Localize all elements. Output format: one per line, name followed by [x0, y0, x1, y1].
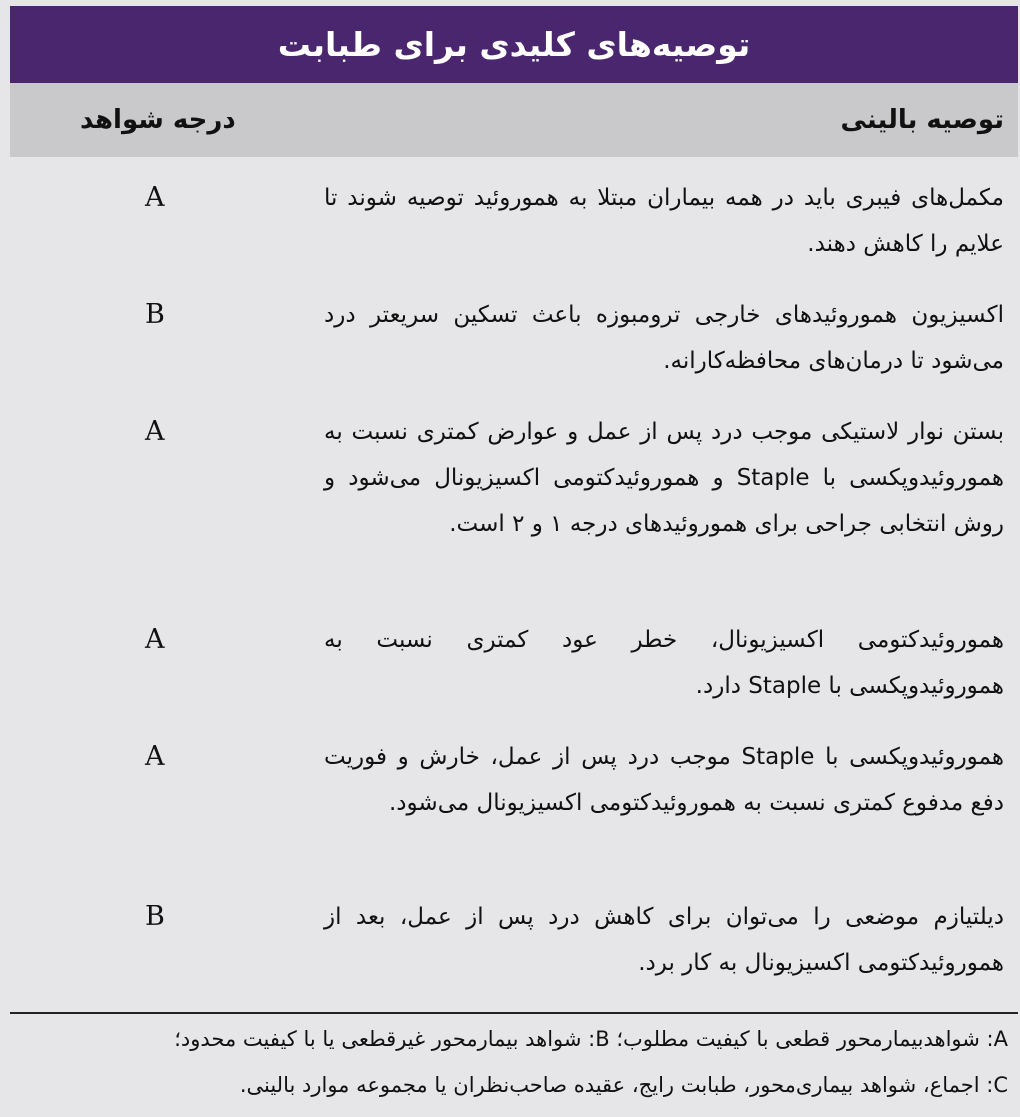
- table-body: [10, 157, 1018, 1010]
- evidence-grade: A: [145, 741, 165, 772]
- recommendation-text: هموروئیدکتومی اکسیزیونال، خطر عود کمتری نسبت به هموروئیدوپکسی با Staple دارد.: [324, 627, 1004, 699]
- title-bar: [10, 6, 1018, 83]
- footnote-divider: [10, 1012, 1018, 1014]
- recommendation-text: بستن نوار لاستیکی موجب درد پس از عمل و عوارض کمتری نسبت به هموروئیدوپکسی با Staple و هموروئیدکتومی اکسیزیونال می‌شود و روش انتخابی جراحی برای هموروئیدهای درجه ۱ و ۲ است.: [324, 419, 1004, 537]
- evidence-grade: A: [145, 182, 165, 213]
- footnote-line-1: A: شواهدبیمارمحور قطعی با کیفیت مطلوب؛ B: شواهد بیمارمحور غیرقطعی یا با کیفیت محدود؛: [174, 1027, 1008, 1051]
- footnote: [12, 1016, 1008, 1108]
- evidence-grade: A: [145, 416, 165, 447]
- recommendation-text: اکسیزیون هموروئیدهای خارجی ترومبوزه باعث تسکین سریعتر درد می‌شود تا درمان‌های محافظه‌کارانه.: [324, 302, 1004, 374]
- page-title: توصیه‌های کلیدی برای طبابت: [277, 25, 751, 64]
- header-evidence-grade: درجه شواهد: [80, 105, 236, 135]
- recommendation-text: هموروئیدوپکسی با Staple موجب درد پس از عمل، خارش و فوریت دفع مدفوع کمتری نسبت به هموروئیدکتومی اکسیزیونال می‌شود.: [324, 744, 1004, 816]
- evidence-grade: A: [145, 624, 165, 655]
- evidence-grade: B: [145, 901, 165, 932]
- recommendation-text: دیلتیازم موضعی را می‌توان برای کاهش درد پس از عمل، بعد از هموروئیدکتومی اکسیزیونال به کار برد.: [324, 904, 1004, 976]
- recommendation-text: مکمل‌های فیبری باید در همه بیماران مبتلا به هموروئید توصیه شوند تا علایم را کاهش دهند.: [324, 185, 1004, 257]
- table-header: [10, 83, 1018, 157]
- header-recommendation: توصیه بالینی: [840, 105, 1004, 135]
- evidence-grade: B: [145, 299, 165, 330]
- footnote-line-2: C: اجماع، شواهد بیماری‌محور، طبابت رایج، عقیده صاحب‌نظران یا مجموعه موارد بالینی.: [239, 1073, 1008, 1097]
